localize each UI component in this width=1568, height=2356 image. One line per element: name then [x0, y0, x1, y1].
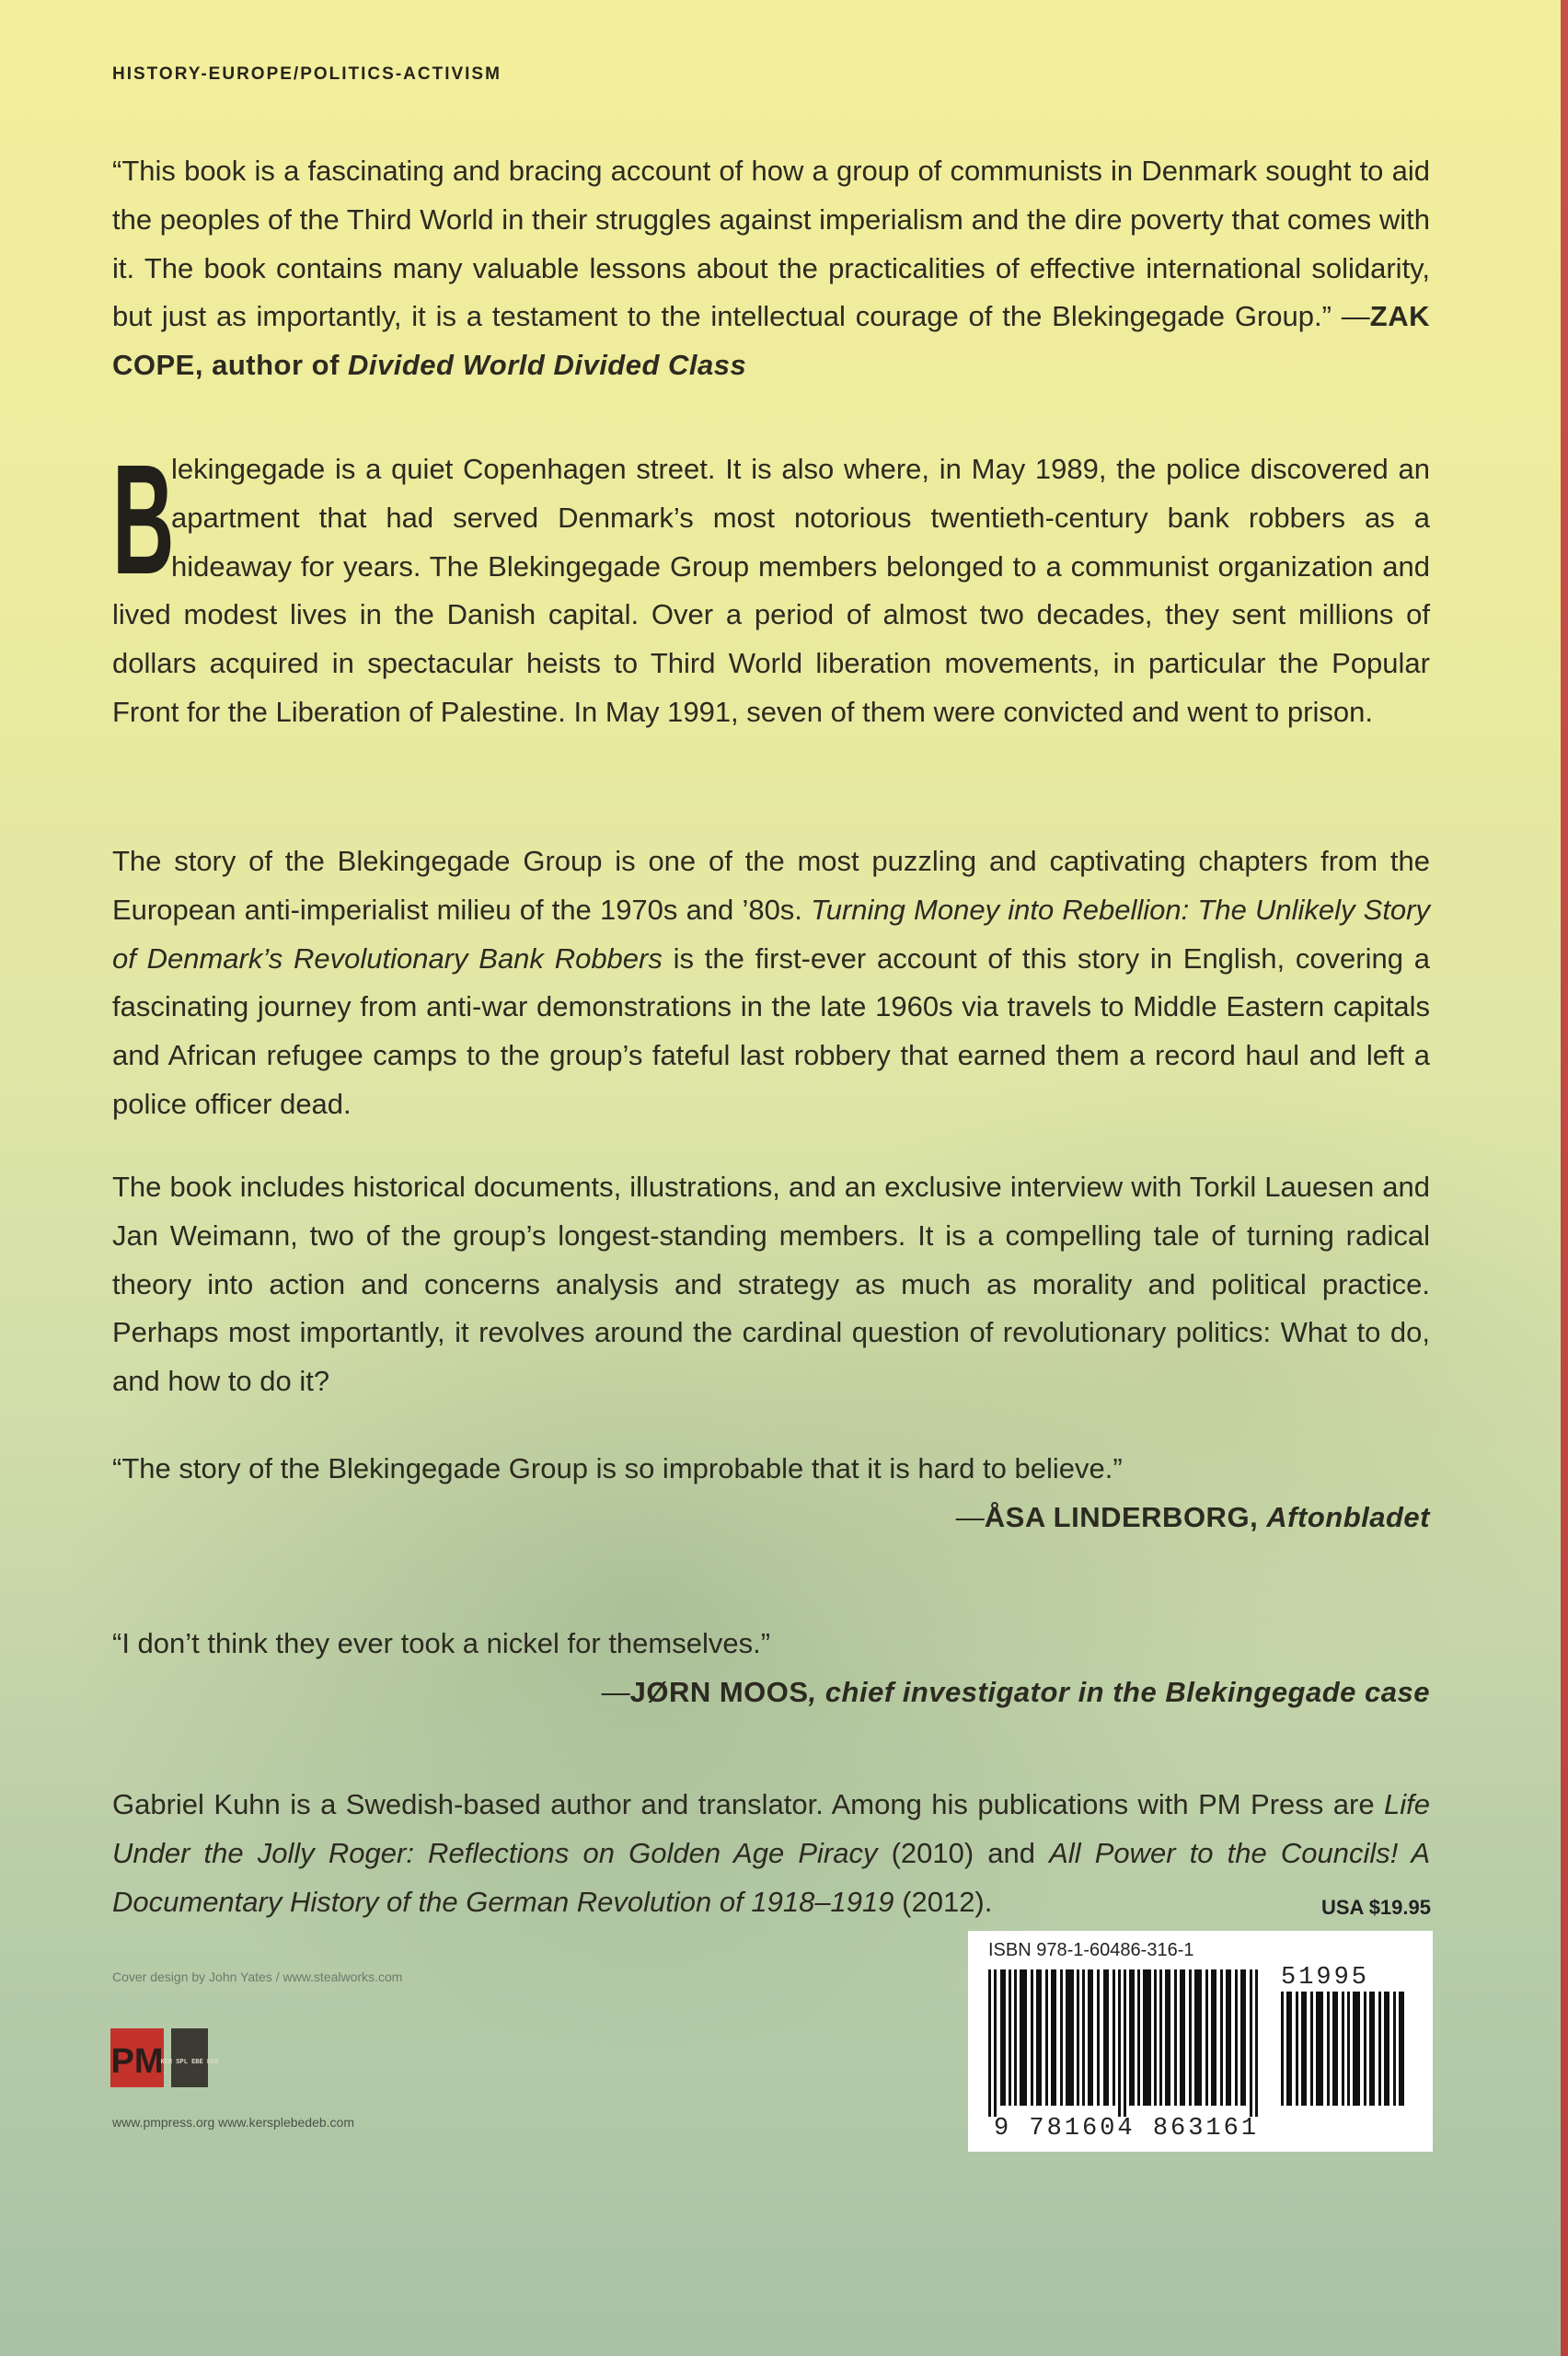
bio-text: Gabriel Kuhn is a Swedish-based author and translator. Among his publications with PM Press are: [112, 1788, 1385, 1820]
price-barcode: [1281, 1992, 1410, 2106]
quote-author-role: , author of: [194, 349, 349, 382]
price-code: 51995: [1281, 1964, 1370, 1992]
bio-text: (2012).: [894, 1885, 993, 1918]
description-paragraph-3: [112, 1163, 1430, 1406]
barcode-label: [968, 1931, 1433, 2152]
paragraph-text: is the first-ever account of this story in English, covering a fascinating journey from anti-war demonstrations in the late 1960s via travels to Middle Eastern capitals and African refugee camps to the group’s fateful last robbery that earned them a record haul and left a police officer dead.: [112, 941, 1430, 1120]
quote-text: “I don’t think they ever took a nickel for themselves.”: [112, 1627, 771, 1659]
isbn-number: ISBN 978-1-60486-316-1: [988, 1940, 1194, 1960]
subject-category: HISTORY-EUROPE/POLITICS-ACTIVISM: [112, 64, 502, 84]
author-bio: [112, 1781, 1430, 1926]
quote-separator: ,: [1250, 1500, 1267, 1533]
quote-work: Aftonbladet: [1266, 1500, 1430, 1533]
ean-digits: 9 781604 863161: [994, 2115, 1260, 2142]
bio-text: (2010) and: [877, 1836, 1050, 1869]
quote-work: Divided World Divided Class: [348, 349, 747, 382]
spine-edge: [1561, 0, 1568, 2356]
price: USA $19.95: [1320, 1896, 1431, 1919]
quote-text: “This book is a fascinating and bracing account of how a group of communists in Denmark sought to aid the peoples of the Third World in their struggles against imperialism and the dire poverty that comes with it. The book contains many valuable lessons about the practicalities of effective international solidarity, but just as importantly, it is a testament to the intellectual courage of the Blekingegade Group.”: [112, 155, 1430, 333]
quote-author-role: , chief investigator in the Blekingegade case: [808, 1675, 1430, 1708]
paragraph-text: The book includes historical documents, illustrations, and an exclusive interview with Torkil Lauesen and Jan Weimann, two of the group’s longest-standing members. It is a compelling tale of turning radical theory into action and concerns analysis and strategy as much as morality and political practice. Perhaps most importantly, it revolves around the cardinal question of revolutionary politics: What to do, and how to do it?: [112, 1171, 1430, 1398]
quote-dash: —: [955, 1500, 985, 1533]
endorsement-quote-moos: [112, 1620, 1430, 1717]
kersplebedeb-mark-text: KER SPL EBE DEB: [160, 2059, 219, 2066]
book-title: Turning Money into Rebellion: The Unlikely Story of Denmark’s Revolutionary Bank Robbers: [112, 893, 1430, 975]
publisher-logo: [110, 2021, 219, 2093]
quote-author: JØRN MOOS: [629, 1675, 809, 1708]
kersplebedeb-mark: [160, 2028, 219, 2087]
pm-logo-text: PM: [110, 2042, 164, 2081]
quote-text: “The story of the Blekingegade Group is so improbable that it is hard to believe.”: [112, 1452, 1123, 1484]
description-paragraph-1: [112, 433, 1430, 737]
quote-author: ÅSA LINDERBORG: [984, 1500, 1251, 1533]
paragraph-text: The story of the Blekingegade Group is one of the most puzzling and captivating chapters from the European anti-imperialist milieu of the 1970s and ’80s.: [112, 845, 1430, 926]
cover-design-credit: Cover design by John Yates / www.stealworks.com: [112, 1969, 403, 1984]
endorsement-quote-cope: [112, 147, 1430, 390]
bio-book-title: Life Under the Jolly Roger: Reflections on Golden Age Piracy: [112, 1788, 1430, 1869]
quote-author: ZAK COPE: [112, 300, 1430, 382]
description-paragraph-2: [112, 837, 1430, 1129]
isbn-barcode: [988, 1969, 1264, 2117]
bio-book-title: All Power to the Councils! A Documentary History of the German Revolution of 1918–1919: [112, 1836, 1431, 1918]
endorsement-quote-linderborg: [112, 1445, 1430, 1542]
drop-cap: B: [112, 433, 175, 607]
quote-dash: —: [601, 1675, 630, 1708]
publisher-urls: www.pmpress.org www.kersplebedeb.com: [112, 2115, 354, 2130]
quote-dash: —: [1331, 300, 1370, 333]
paragraph-text: lekingegade is a quiet Copenhagen street. It is also where, in May 1989, the police discovered an apartment that had served Denmark’s most notorious twentieth-century bank robbers as a hideaway for years. The Blekingegade Group members belonged to a communist organization and lived modest lives in the Danish capital. Over a period of almost two decades, they sent millions of dollars acquired in spectacular heists to Third World liberation movements, in particular the Popular Front for the Liberation of Palestine. In May 1991, seven of them were convicted and went to prison.: [112, 453, 1430, 728]
